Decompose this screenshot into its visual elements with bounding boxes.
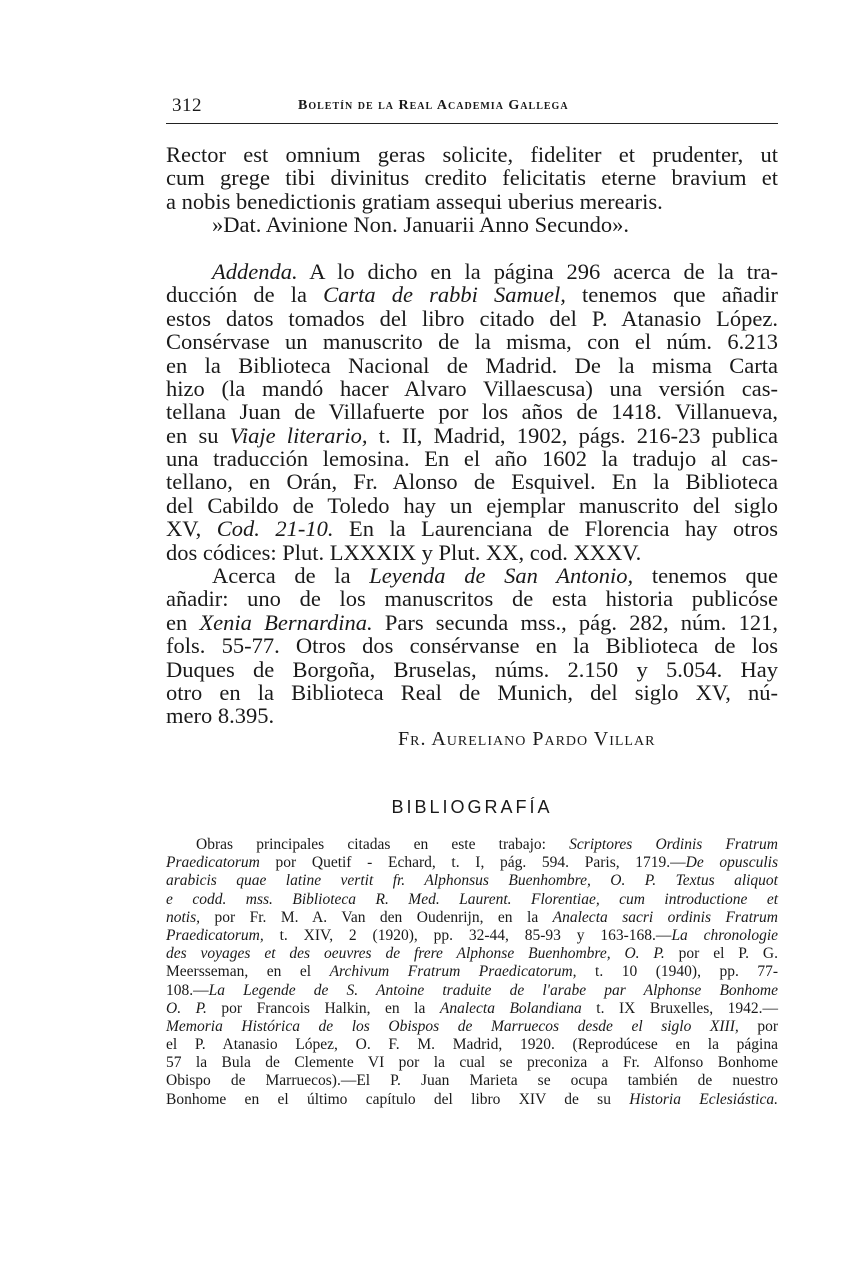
body-line <box>166 354 778 377</box>
body-text-segment: mero 8.395. <box>166 703 275 729</box>
body-text-segment: hizo (la mandó hacer Alvaro Villaescusa) una versión cas- <box>166 375 778 401</box>
bibliography-text-segment: Obras principales citadas en este trabajo: <box>196 836 570 853</box>
body-line <box>166 260 778 283</box>
bibliography-text-segment: Memoria Histórica de los Obispos de Marruecos desde el siglo XIII, <box>166 1017 739 1035</box>
page-number: 312 <box>172 95 202 116</box>
bibliography-text-segment: 57 la Bula de Clemente VI por la cual se preconiza a Fr. Alfonso Bonhome <box>166 1054 778 1072</box>
body-line <box>166 541 778 564</box>
body-line <box>166 517 778 540</box>
body-text-segment: En la Laurenciana de Florencia hay otros <box>333 516 779 542</box>
bibliography-line <box>166 1036 778 1054</box>
body-line <box>166 330 778 353</box>
body-text-segment: Leyenda de San Antonio, <box>369 563 634 589</box>
bibliography-line <box>166 909 778 927</box>
body-text-segment: t. II, Madrid, 1902, págs. 216-23 publica <box>367 422 779 448</box>
body-line <box>166 564 778 587</box>
body-line <box>166 681 778 704</box>
header-rule <box>166 123 778 124</box>
bibliography-text-segment: Analecta sacri ordinis Fratrum <box>552 908 778 926</box>
bibliography-text-segment: Praedicatorum, <box>166 926 264 944</box>
bibliography-text-segment: Praedicatorum <box>166 854 260 872</box>
author-signature: Fr. Aureliano Pardo Villar <box>398 727 656 750</box>
bibliography-text-segment: Analecta Bolandiana <box>439 999 582 1017</box>
bibliography-line <box>166 1018 778 1036</box>
body-text-segment: A lo dicho en la página 296 acerca de la tra- <box>297 258 778 284</box>
bibliography-text-segment: t. XIV, 2 (1920), pp. 32-44, 85-93 y 163-168.— <box>263 926 672 944</box>
bibliography-text <box>166 836 778 1109</box>
body-text-segment: Rector est omnium geras solicite, fideliter et prudenter, ut <box>166 142 778 167</box>
bibliography-line <box>166 1000 778 1018</box>
running-title: Boletín de la Real Academia Gallega <box>298 98 569 113</box>
body-text-segment: del Cabildo de Toledo hay un ejemplar manuscrito del siglo <box>166 492 778 518</box>
body-text <box>166 143 778 751</box>
bibliography-text-segment: notis, <box>166 908 201 926</box>
body-line <box>166 377 778 400</box>
body-line <box>166 190 778 213</box>
bibliography-line <box>166 836 778 854</box>
body-text-segment: Pars secunda mss., pág. 282, núm. 121, <box>372 609 778 635</box>
body-line <box>166 166 778 189</box>
body-text-segment: tenemos que <box>633 563 778 589</box>
bibliography-text-segment: La chronologie <box>671 926 779 944</box>
body-text-segment: tellano, en Orán, Fr. Alonso de Esquivel. En la Biblioteca <box>166 469 778 495</box>
body-line <box>166 658 778 681</box>
bibliography-text-segment: des voyages et des oeuvres de frere Alphonse Buenhombre, O. P. <box>166 945 665 963</box>
bibliography-line <box>166 854 778 872</box>
bibliography-text-segment: el P. Atanasio López, O. F. M. Madrid, 1920. (Reprodúcese en la página <box>166 1036 778 1054</box>
bibliography-line <box>166 891 778 909</box>
body-text-segment: una traducción lemosina. En el año 1602 la tradujo al cas- <box>166 446 778 472</box>
bibliography-text-segment: por el P. G. <box>664 945 778 963</box>
body-text-segment: Xenia Bernardina. <box>199 609 373 635</box>
body-text-segment: cum grege tibi divinitus credito felicitatis eterne bravium et <box>166 165 778 191</box>
bibliography-line <box>166 927 778 945</box>
body-line <box>166 587 778 610</box>
body-line <box>166 470 778 493</box>
body-text-segment: »Dat. Avinione Non. Januarii Anno Secundo». <box>212 212 630 238</box>
body-line <box>166 494 778 517</box>
body-text-segment: ducción de la <box>166 282 324 308</box>
body-text-segment: tellana Juan de Villafuerte por los años de 1418. Villanueva, <box>166 399 778 425</box>
body-text-segment: dos códices: Plut. LXXXIX y Plut. XX, cod. XXXV. <box>166 539 642 565</box>
body-text-segment: Acerca de la <box>212 563 370 589</box>
body-text-segment: estos datos tomados del libro citado del P. Atanasio López. <box>166 305 778 331</box>
body-text-segment: Consérvase un manuscrito de la misma, con el núm. 6.213 <box>166 329 778 355</box>
bibliography-text-segment: por Quetif - Echard, t. I, pág. 594. Paris, 1719.— <box>259 854 686 872</box>
body-line <box>166 704 778 727</box>
bibliography-line <box>166 1072 778 1090</box>
body-line <box>166 213 778 236</box>
body-line <box>166 307 778 330</box>
body-text-segment: Carta de rabbi Samuel, <box>323 282 566 308</box>
body-line <box>166 283 778 306</box>
bibliography-line <box>166 1054 778 1072</box>
bibliography-text-segment: Scriptores Ordinis Fratrum <box>569 836 778 853</box>
body-text-segment: Viaje literario, <box>229 422 368 448</box>
bibliography-text-segment: Archivum Fratrum Praedicatorum, <box>329 963 577 981</box>
bibliography-text-segment: De opusculis <box>685 854 778 872</box>
body-line <box>166 143 778 166</box>
body-text-segment: Cod. 21-10. <box>216 516 334 542</box>
bibliography-text-segment: t. IX Bruxelles, 1942.— <box>581 999 778 1017</box>
body-text-segment: a nobis benedictionis gratiam assequi uberius merearis. <box>166 188 663 214</box>
bibliography-text-segment: Obispo de Marruecos).—El P. Juan Marieta se ocupa también de nuestro <box>166 1072 778 1090</box>
bibliography-text-segment: Meersseman, en el <box>166 963 330 981</box>
body-text-segment: Addenda. <box>212 258 298 284</box>
body-text-segment: otro en la Biblioteca Real de Munich, del siglo XV, nú- <box>166 679 778 705</box>
bibliography-line <box>166 982 778 1000</box>
bibliography-text-segment: Bonhome en el último capítulo del libro XIV de su <box>166 1090 630 1108</box>
bibliography-text-segment: por Francois Halkin, en la <box>206 999 440 1017</box>
bibliography-text-segment: por <box>738 1017 778 1035</box>
body-text-segment: en <box>166 609 200 635</box>
page-header <box>166 95 778 125</box>
section-title: BIBLIOGRAFÍA <box>391 797 553 817</box>
bibliography-line <box>166 872 778 890</box>
bibliography-text-segment: Historia Eclesiástica. <box>629 1090 779 1108</box>
body-line <box>166 611 778 634</box>
body-line <box>166 634 778 657</box>
body-line <box>166 237 778 260</box>
body-text-segment: fols. 55-77. Otros dos consérvanse en la Biblioteca de los <box>166 633 778 659</box>
bibliography-text-segment: e codd. mss. Biblioteca R. Med. Laurent. Florentiae, cum introductione et <box>166 890 778 908</box>
body-text-segment: Duques de Borgoña, Bruselas, núms. 2.150 y 5.054. Hay <box>166 656 778 682</box>
body-text-segment: añadir: uno de los manuscritos de esta historia publicóse <box>166 586 778 612</box>
bibliography-text-segment: t. 10 (1940), pp. 77- <box>576 963 778 981</box>
body-text-segment: en la Biblioteca Nacional de Madrid. De la misma Carta <box>166 352 778 378</box>
bibliography-text-segment: 108.— <box>166 981 209 999</box>
body-line <box>166 424 778 447</box>
body-line <box>166 400 778 423</box>
bibliography-text-segment: por Fr. M. A. Van den Oudenrijn, en la <box>200 908 553 926</box>
bibliography-text-segment: La Legende de S. Antoine traduite de l'arabe par Alphonse Bonhome <box>208 981 778 999</box>
body-line <box>166 447 778 470</box>
bibliography-text-segment: arabicis quae latine vertit fr. Alphonsus Buenhombre, O. P. Textus aliquot <box>166 872 778 890</box>
body-text-segment: XV, <box>166 516 217 542</box>
bibliography-line <box>166 945 778 963</box>
bibliography-line <box>166 1091 778 1109</box>
bibliography-line <box>166 963 778 981</box>
body-text-segment: en su <box>166 422 230 448</box>
bibliography-text-segment: O. P. <box>166 999 207 1017</box>
body-text-segment: tenemos que añadir <box>565 282 779 308</box>
